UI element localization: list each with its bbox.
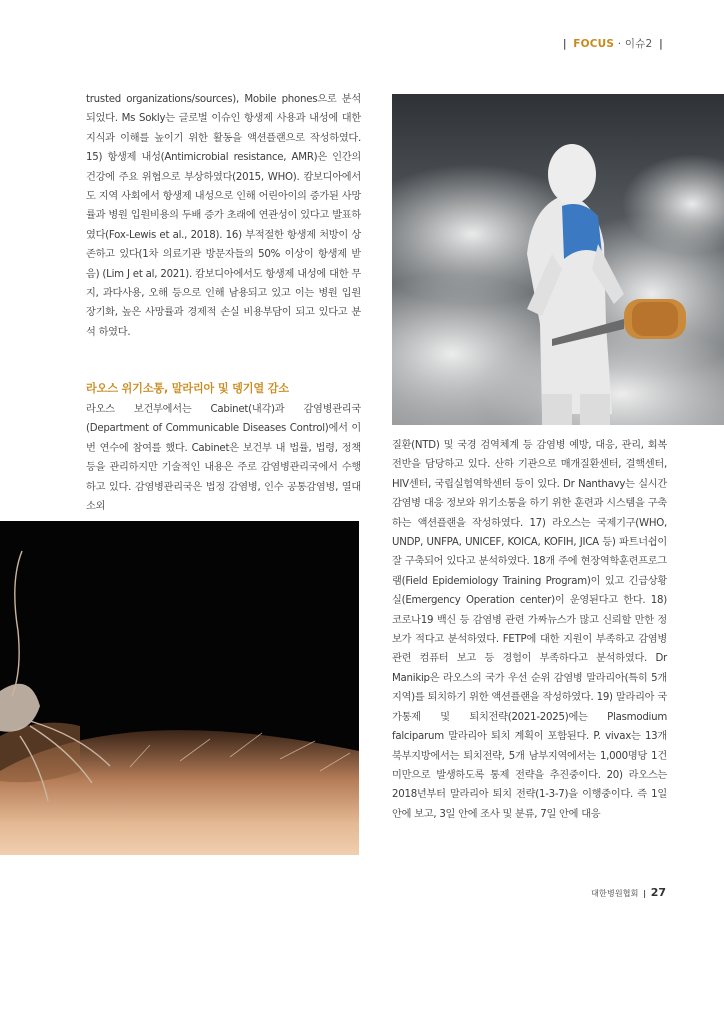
header-dot: ·: [617, 38, 622, 50]
left-bottom-paragraph: 라오스 보건부에서는 Cabinet(내각)과 감염병관리국(Department of Communicable Diseases Control)에서 이번 연수에 참여를 했다. Cabinet은 보건부 내 법률, 법령, 정책 등을 관리하지만 기술적인 내용은 주로 감염병관리국에서 수행하고 있다. 감염병관리국은 법정 감염병, 인수 공통감염병, 열대 소외: [86, 404, 361, 513]
header-issue: 이슈2: [624, 38, 653, 50]
left-column-bottom: [86, 400, 361, 516]
fogging-worker-illustration: [392, 94, 724, 425]
page-footer: 대한병원협회 | 27: [591, 886, 666, 899]
left-top-paragraph: trusted organizations/sources), Mobile phones으로 분석되었다. Ms Sokly는 글로벌 이슈인 항생제 사용과 내성에 대한 지식과 이해를 높이기 위한 활동을 액션플랜으로 작성하였다. 15) 항생제 내성(Antimicrobial resistance, AMR)은 인간의 건강에 주요 위협으로 부상하였다(2015, WHO). 캄보디아에서도 지역 사회에서 항생제 내성으로 인해 어린아이의 증가된 사망률과 병원 입원비용의 두배 증가 초래에 연관성이 있다고 발표하였다(Fox-Lewis et al., 2018). 16) 부적절한 항생제 처방이 상존하고 있다(1차 의료기관 방문자들의 50% 이상이 항생제 받음) (Lim J et al, 2021). 캄보디아에서도 항생제 내성에 대한 무지, 과다사용, 오해 등으로 인해 남용되고 있고 이는 병원 입원 장기화, 높은 사망률과 경제적 손실 비용부담이 되고 있다고 분석 하였다.: [86, 94, 361, 338]
page-number: 27: [650, 886, 666, 899]
page-header: | FOCUS · 이슈2 |: [562, 38, 663, 50]
footer-org: 대한병원협회: [591, 888, 639, 898]
right-paragraph: 질환(NTD) 및 국경 검역체계 등 감염병 예방, 대응, 관리, 회복 전반을 담당하고 있다. 산하 기관으로 매개질환센터, 결핵센터, HIV센터, 국립실험역학센터 등이 있다. Dr Nanthavy는 실시간 감염병 대응 정보와 위기소통을 하기 위한 훈련과 시스템을 구축하는 액션플랜을 작성하였다. 17) 라오스는 국제기구(WHO, UNDP, UNFPA, UNICEF, KOICA, KOFIH, JICA 등) 파트너쉽이 잘 구축되어 있다고 분석하였다. 18개 주에 현장역학훈련프로그램(Field Epidemiology Training Program)이 있고 긴급상황실(Emergency Operation center)이 운영된다고 한다. 18) 코로나19 백신 등 감염병 관련 가짜뉴스가 많고 신뢰할 만한 정보가 적다고 분석하였다. FETP에 대한 지원이 부족하고 감염병 관련 컴퓨터 보고 등 경험이 부족하다고 분석하였다. Dr Manikip은 라오스의 국가 우선 순위 감염병 말라리아(특히 5개 지역)를 퇴치하기 위한 액션플랜을 작성하였다. 19) 말라리아 국가통제 및 퇴치전략(2021-2025)에는 Plasmodium falciparum 말라리아 퇴치 계획이 포함된다. P. vivax는 13개 북부지방에서는 퇴치전략, 5개 남부지역에서는 1,000명당 1건 미만으로 발생하도록 통제 전략을 추진중이다. 20) 라오스는 2018년부터 말라리아 퇴치 전략(1-3-7)을 이행중이다. 즉 1일 안에 보고, 3일 안에 조사 및 분류, 7일 안에 대응: [392, 440, 667, 820]
mosquito-illustration: [0, 521, 359, 855]
right-column: [392, 436, 667, 824]
fogging-worker-photo: [392, 94, 724, 425]
header-section: FOCUS: [573, 38, 615, 50]
mosquito-on-skin-photo: [0, 521, 359, 855]
section-heading: 라오스 위기소통, 말라리아 및 뎅기열 감소: [86, 382, 289, 395]
left-column-top: [86, 90, 361, 342]
